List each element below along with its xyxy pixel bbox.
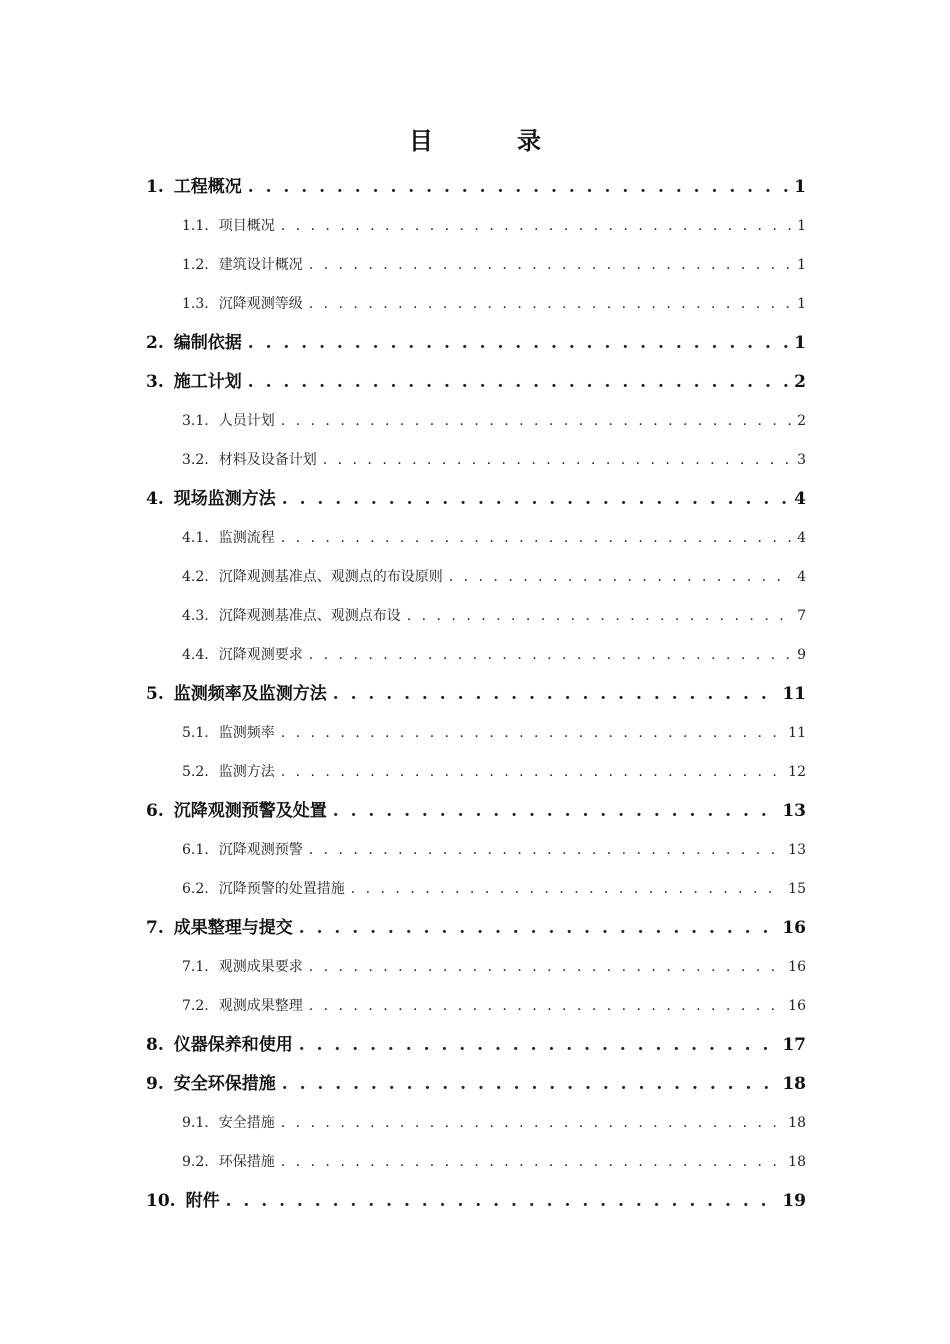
toc-entry-label: 项目概况 — [218, 218, 275, 234]
toc-entry-number: 9.2. — [182, 1154, 209, 1170]
toc-section-entry[interactable] — [146, 285, 806, 324]
toc-dot-leader — [281, 207, 791, 246]
toc-entry-number: 5.1. — [182, 725, 209, 741]
toc-section-entry[interactable] — [146, 948, 806, 987]
toc-entry-number: 9.1. — [182, 1115, 209, 1131]
toc-entry-number: 6.2. — [182, 881, 209, 897]
toc-entry-label: 沉降观测预警 — [218, 842, 303, 858]
toc-section-entry[interactable] — [146, 753, 806, 792]
toc-entry-label: 材料及设备计划 — [218, 452, 317, 468]
toc-dot-leader — [407, 597, 791, 636]
toc-dot-leader — [248, 363, 788, 402]
toc-entry-number: 3.1. — [182, 413, 209, 429]
toc-dot-leader — [351, 870, 782, 909]
toc-entry-page-number: 11 — [788, 725, 806, 741]
toc-entry-label: 沉降观测等级 — [218, 296, 303, 312]
toc-entry-page-number: 3 — [797, 452, 806, 468]
toc-entry-label: 监测频率及监测方法 — [173, 684, 327, 704]
toc-dot-leader — [299, 1026, 777, 1065]
toc-dot-leader — [309, 246, 791, 285]
toc-dot-leader — [323, 441, 791, 480]
toc-entry-label: 沉降观测要求 — [218, 647, 303, 663]
toc-section-entry[interactable] — [146, 831, 806, 870]
toc-chapter-entry[interactable] — [146, 324, 806, 363]
toc-chapter-entry[interactable] — [146, 1026, 806, 1065]
toc-dot-leader — [248, 168, 788, 207]
toc-chapter-entry[interactable] — [146, 909, 806, 948]
toc-entry-label: 建筑设计概况 — [218, 257, 303, 273]
toc-entry-label: 监测频率 — [218, 725, 275, 741]
toc-entry-page-number: 16 — [782, 918, 806, 938]
toc-section-entry[interactable] — [146, 1143, 806, 1182]
toc-entry-label: 仪器保养和使用 — [173, 1035, 293, 1055]
toc-entry-number: 6. — [146, 801, 164, 821]
toc-entry-number: 7. — [146, 918, 164, 938]
toc-entry-page-number: 18 — [788, 1154, 806, 1170]
toc-entry-page-number: 1 — [794, 333, 806, 353]
toc-entry-page-number: 12 — [788, 764, 806, 780]
toc-dot-leader — [281, 1143, 782, 1182]
toc-entry-number: 3.2. — [182, 452, 209, 468]
toc-dot-leader — [281, 519, 791, 558]
toc-dot-leader — [333, 675, 777, 714]
toc-entry-page-number: 4 — [794, 489, 806, 509]
toc-dot-leader — [282, 1065, 777, 1104]
toc-entry-page-number: 18 — [782, 1074, 806, 1094]
title-char-left: 目 — [409, 126, 433, 155]
toc-entry-label: 监测方法 — [218, 764, 275, 780]
toc-dot-leader — [281, 714, 782, 753]
toc-dot-leader — [299, 909, 777, 948]
toc-entry-label: 监测流程 — [218, 530, 275, 546]
page-title — [0, 124, 950, 158]
toc-entry-number: 4.4. — [182, 647, 209, 663]
toc-dot-leader — [226, 1182, 777, 1221]
toc-chapter-entry[interactable] — [146, 480, 806, 519]
toc-entry-number: 1. — [146, 177, 164, 197]
toc-entry-number: 5. — [146, 684, 164, 704]
toc-section-entry[interactable] — [146, 246, 806, 285]
toc-entry-label: 现场监测方法 — [173, 489, 276, 509]
toc-entry-label: 观测成果要求 — [218, 959, 303, 975]
toc-entry-page-number: 11 — [782, 684, 806, 704]
toc-entry-page-number: 9 — [797, 647, 806, 663]
toc-dot-leader — [309, 948, 782, 987]
toc-entry-number: 1.3. — [182, 296, 209, 312]
toc-entry-label: 沉降观测基准点、观测点的布设原则 — [218, 569, 443, 585]
toc-section-entry[interactable] — [146, 870, 806, 909]
toc-entry-label: 安全措施 — [218, 1115, 275, 1131]
toc-entry-page-number: 16 — [788, 959, 806, 975]
toc-entry-number: 4.1. — [182, 530, 209, 546]
toc-dot-leader — [281, 753, 782, 792]
toc-entry-label: 沉降观测基准点、观测点布设 — [218, 608, 401, 624]
toc-entry-number: 9. — [146, 1074, 164, 1094]
toc-entry-label: 观测成果整理 — [218, 998, 303, 1014]
toc-dot-leader — [449, 558, 791, 597]
toc-entry-page-number: 1 — [797, 257, 806, 273]
toc-entry-label: 编制依据 — [173, 333, 242, 353]
toc-dot-leader — [309, 987, 782, 1026]
toc-entry-page-number: 1 — [797, 296, 806, 312]
toc-section-entry[interactable] — [146, 558, 806, 597]
toc-chapter-entry[interactable] — [146, 363, 806, 402]
toc-entry-number: 6.1. — [182, 842, 209, 858]
toc-dot-leader — [309, 636, 791, 675]
toc-entry-page-number: 13 — [782, 801, 806, 821]
toc-entry-page-number: 2 — [797, 413, 806, 429]
toc-section-entry[interactable] — [146, 441, 806, 480]
toc-entry-number: 1.2. — [182, 257, 209, 273]
toc-entry-number: 1.1. — [182, 218, 209, 234]
toc-dot-leader — [333, 792, 777, 831]
toc-entry-label: 施工计划 — [173, 372, 242, 392]
toc-entry-label: 人员计划 — [218, 413, 275, 429]
toc-entry-number: 7.2. — [182, 998, 209, 1014]
toc-entry-page-number: 2 — [794, 372, 806, 392]
toc-entry-page-number: 16 — [788, 998, 806, 1014]
toc-entry-label: 沉降观测预警及处置 — [173, 801, 327, 821]
toc-entry-page-number: 13 — [788, 842, 806, 858]
toc-entry-label: 成果整理与提交 — [173, 918, 293, 938]
toc-section-entry[interactable] — [146, 1104, 806, 1143]
toc-entry-page-number: 4 — [797, 530, 806, 546]
toc-chapter-entry[interactable] — [146, 1182, 806, 1221]
toc-dot-leader — [309, 285, 791, 324]
toc-chapter-entry[interactable] — [146, 675, 806, 714]
toc-dot-leader — [281, 1104, 782, 1143]
toc-section-entry[interactable] — [146, 519, 806, 558]
toc-dot-leader — [281, 402, 791, 441]
toc-section-entry[interactable] — [146, 714, 806, 753]
toc-dot-leader — [309, 831, 782, 870]
toc-chapter-entry[interactable] — [146, 1065, 806, 1104]
toc-dot-leader — [282, 480, 788, 519]
toc-section-entry[interactable] — [146, 987, 806, 1026]
toc-entry-page-number: 4 — [797, 569, 806, 585]
toc-entry-page-number: 17 — [782, 1035, 806, 1055]
toc-entry-page-number: 15 — [788, 881, 806, 897]
toc-section-entry[interactable] — [146, 636, 806, 675]
toc-chapter-entry[interactable] — [146, 792, 806, 831]
toc-entry-label: 安全环保措施 — [173, 1074, 276, 1094]
toc-entry-page-number: 1 — [797, 218, 806, 234]
toc-entry-number: 4.3. — [182, 608, 209, 624]
toc-entry-number: 4.2. — [182, 569, 209, 585]
toc-entry-number: 3. — [146, 372, 164, 392]
toc-entry-label: 环保措施 — [218, 1154, 275, 1170]
toc-entry-page-number: 19 — [782, 1191, 806, 1211]
table-of-contents — [146, 168, 806, 1221]
toc-section-entry[interactable] — [146, 402, 806, 441]
toc-entry-page-number: 1 — [794, 177, 806, 197]
title-char-right: 录 — [517, 126, 541, 155]
toc-entry-label: 沉降预警的处置措施 — [218, 881, 345, 897]
toc-chapter-entry[interactable] — [146, 168, 806, 207]
toc-section-entry[interactable] — [146, 207, 806, 246]
toc-entry-label: 工程概况 — [173, 177, 242, 197]
toc-entry-number: 4. — [146, 489, 164, 509]
toc-entry-page-number: 7 — [797, 608, 806, 624]
toc-entry-page-number: 18 — [788, 1115, 806, 1131]
toc-entry-number: 5.2. — [182, 764, 209, 780]
toc-section-entry[interactable] — [146, 597, 806, 636]
toc-entry-label: 附件 — [185, 1191, 220, 1211]
toc-entry-number: 2. — [146, 333, 164, 353]
toc-entry-number: 8. — [146, 1035, 164, 1055]
toc-dot-leader — [248, 324, 788, 363]
toc-entry-number: 10. — [146, 1191, 176, 1211]
toc-entry-number: 7.1. — [182, 959, 209, 975]
